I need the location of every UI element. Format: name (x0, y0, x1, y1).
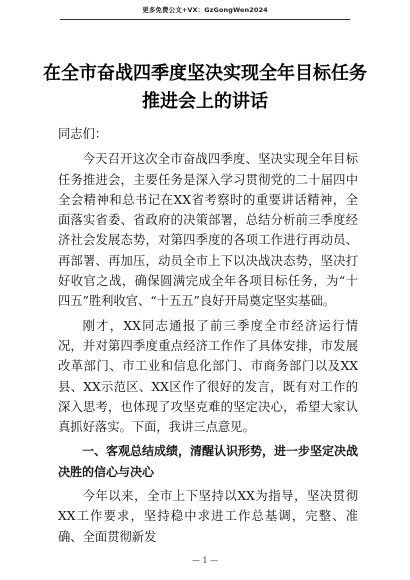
paragraph: 刚才，XX同志通报了前三季度全市经济运行情况，并对第四季度重点经济工作作了具体安排，市发展改革部门、市工业和信息化部门、市商务部门以及XX县、XX示范区、XX区作了很好的发言，既有对工作的深入思考，也体现了攻坚克难的坚定决心，希望大家认真抓好落实。下面，我讲三点意见。 (58, 318, 358, 435)
title-line-1: 在全市奋战四季度坚决实现全年目标任务 (43, 63, 367, 84)
header-note: 更多免费公文+VX：GzGongWen2024 (142, 6, 268, 14)
document-body (58, 124, 358, 547)
document-title (40, 60, 370, 116)
paragraph: 今天召开这次全市奋战四季度、坚决实现全年目标任务推进会，主要任务是深入学习贯彻党的二十届四中全会精神和总书记在XX省考察时的重要讲话精神，全面落实省委、省政府的决策部署，总结分析前三季度经济社会发展态势，对第四季度的各项工作进行再动员、再部署、再加压，动员全市上下以决战决态势，坚决打好收官之战，确保圆满完成全年各项目标任务，为“十四五”胜利收官、“十五五”良好开局奠定坚实基础。 (58, 152, 358, 309)
header-divider (60, 19, 350, 20)
page-number: — 1 — (191, 556, 219, 565)
paragraph: 今年以来，全市上下坚持以XX为指导，坚决贯彻XX工作要求，坚持稳中求进工作总基调，完整、准确、全面贯彻新发 (58, 489, 358, 544)
salutation: 同志们： (58, 127, 108, 141)
section-heading: 一、客观总结成绩，清醒认识形势，进一步坚定决战决胜的信心与决心 (58, 444, 359, 479)
title-line-2: 推进会上的讲话 (142, 91, 268, 112)
